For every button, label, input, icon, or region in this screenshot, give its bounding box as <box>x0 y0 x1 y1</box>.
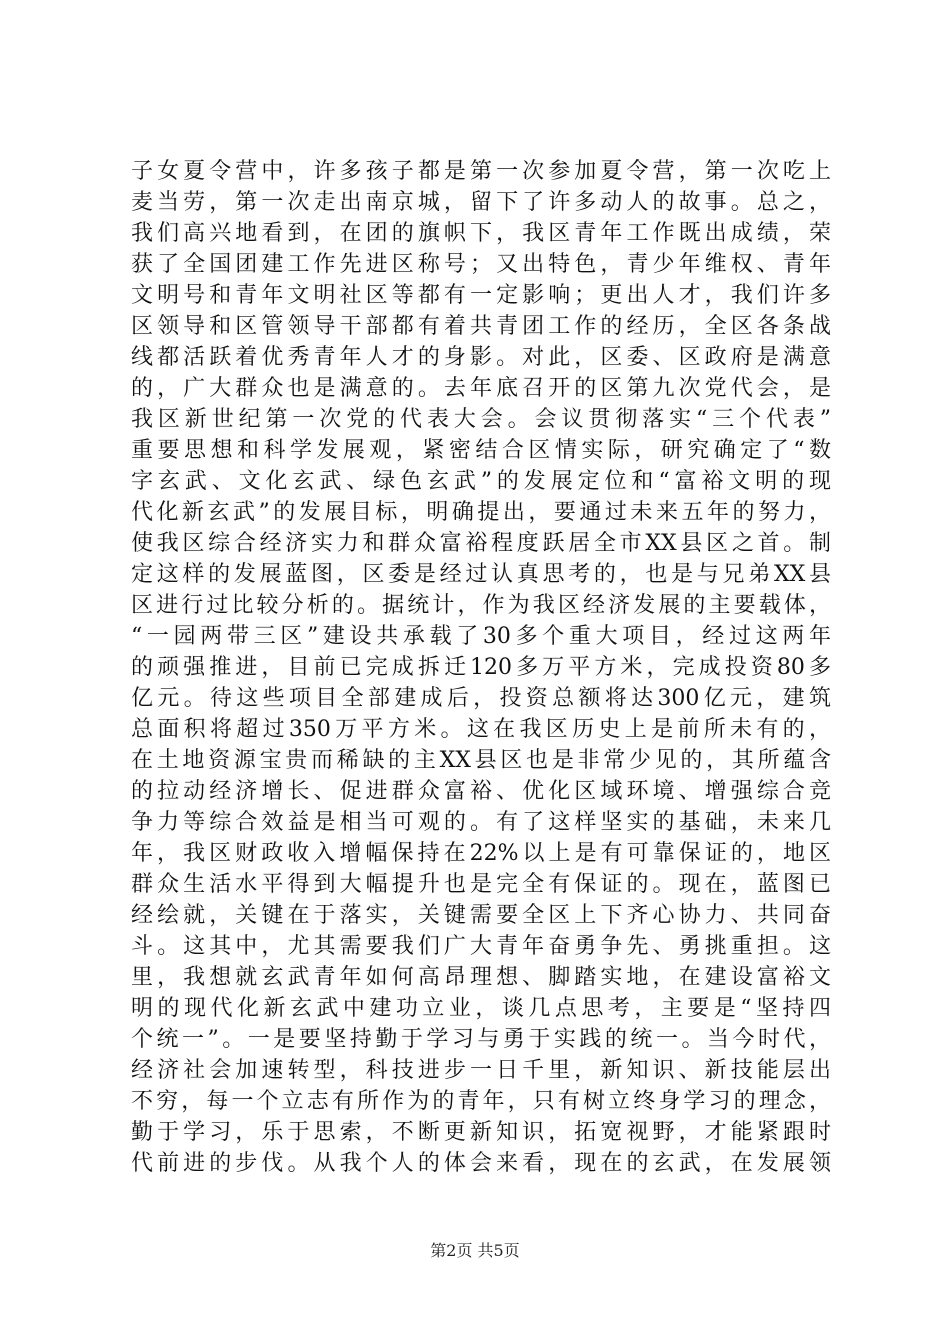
text-line: 定这样的发展蓝图，区委是经过认真思考的，也是与兄弟XX县 <box>131 562 831 587</box>
text-line: 使我区综合经济实力和群众富裕程度跃居全市XX县区之首。制 <box>131 531 831 556</box>
text-line: 里，我想就玄武青年如何高昂理想、脚踏实地，在建设富裕文 <box>131 965 831 990</box>
text-line: 争力等综合效益是相当可观的。有了这样坚实的基础，未来几 <box>131 810 831 835</box>
text-line: 子女夏令营中，许多孩子都是第一次参加夏令营，第一次吃上 <box>131 159 831 184</box>
text-line: 字玄武、文化玄武、绿色玄武”的发展定位和“富裕文明的现 <box>131 469 831 494</box>
text-line: 我们高兴地看到，在团的旗帜下，我区青年工作既出成绩，荣 <box>131 221 831 246</box>
text-line: 明的现代化新玄武中建功立业，谈几点思考，主要是“坚持四 <box>131 996 831 1021</box>
text-line: 的，广大群众也是满意的。去年底召开的区第九次党代会，是 <box>131 376 831 401</box>
text-line: 经绘就，关键在于落实，关键需要全区上下齐心协力、共同奋 <box>131 903 831 928</box>
text-line: 群众生活水平得到大幅提升也是完全有保证的。现在，蓝图已 <box>131 872 831 897</box>
text-line: 线都活跃着优秀青年人才的身影。对此，区委、区政府是满意 <box>131 345 831 370</box>
text-line: 代化新玄武”的发展目标，明确提出，要通过未来五年的努力， <box>131 500 831 525</box>
text-line: 获了全国团建工作先进区称号；又出特色，青少年维权、青年 <box>131 252 831 277</box>
text-line: 经济社会加速转型，科技进步一日千里，新知识、新技能层出 <box>131 1058 831 1083</box>
text-line: 我区新世纪第一次党的代表大会。会议贯彻落实“三个代表” <box>131 407 831 432</box>
body-text <box>131 156 831 1179</box>
text-line: 代前进的步伐。从我个人的体会来看，现在的玄武，在发展领 <box>131 1151 831 1176</box>
text-line: 麦当劳，第一次走出南京城，留下了许多动人的故事。总之， <box>131 190 831 215</box>
text-line: 总面积将超过350万平方米。这在我区历史上是前所未有的， <box>131 717 831 742</box>
page-footer: 第2页 共5页 <box>430 1241 520 1260</box>
text-line: 不穷，每一个立志有所作为的青年，只有树立终身学习的理念， <box>131 1089 831 1114</box>
text-line: 区进行过比较分析的。据统计，作为我区经济发展的主要载体， <box>131 593 831 618</box>
text-line: 年，我区财政收入增幅保持在22%以上是有可靠保证的，地区 <box>131 841 831 866</box>
text-line: 重要思想和科学发展观，紧密结合区情实际，研究确定了“数 <box>131 438 831 463</box>
text-line: 的拉动经济增长、促进群众富裕、优化区域环境、增强综合竞 <box>131 779 831 804</box>
text-line: 区领导和区管领导干部都有着共青团工作的经历，全区各条战 <box>131 314 831 339</box>
text-line: 的顽强推进，目前已完成拆迁120多万平方米，完成投资80多 <box>131 655 831 680</box>
text-line: 亿元。待这些项目全部建成后，投资总额将达300亿元，建筑 <box>131 686 831 711</box>
text-line: 在土地资源宝贵而稀缺的主XX县区也是非常少见的，其所蕴含 <box>131 748 831 773</box>
text-line: 个统一”。一是要坚持勤于学习与勇于实践的统一。当今时代， <box>131 1027 831 1052</box>
text-line: 勤于学习，乐于思索，不断更新知识，拓宽视野，才能紧跟时 <box>131 1120 831 1145</box>
text-line: “一园两带三区”建设共承载了30多个重大项目，经过这两年 <box>131 624 831 649</box>
text-line: 斗。这其中，尤其需要我们广大青年奋勇争先、勇挑重担。这 <box>131 934 831 959</box>
text-line: 文明号和青年文明社区等都有一定影响；更出人才，我们许多 <box>131 283 831 308</box>
